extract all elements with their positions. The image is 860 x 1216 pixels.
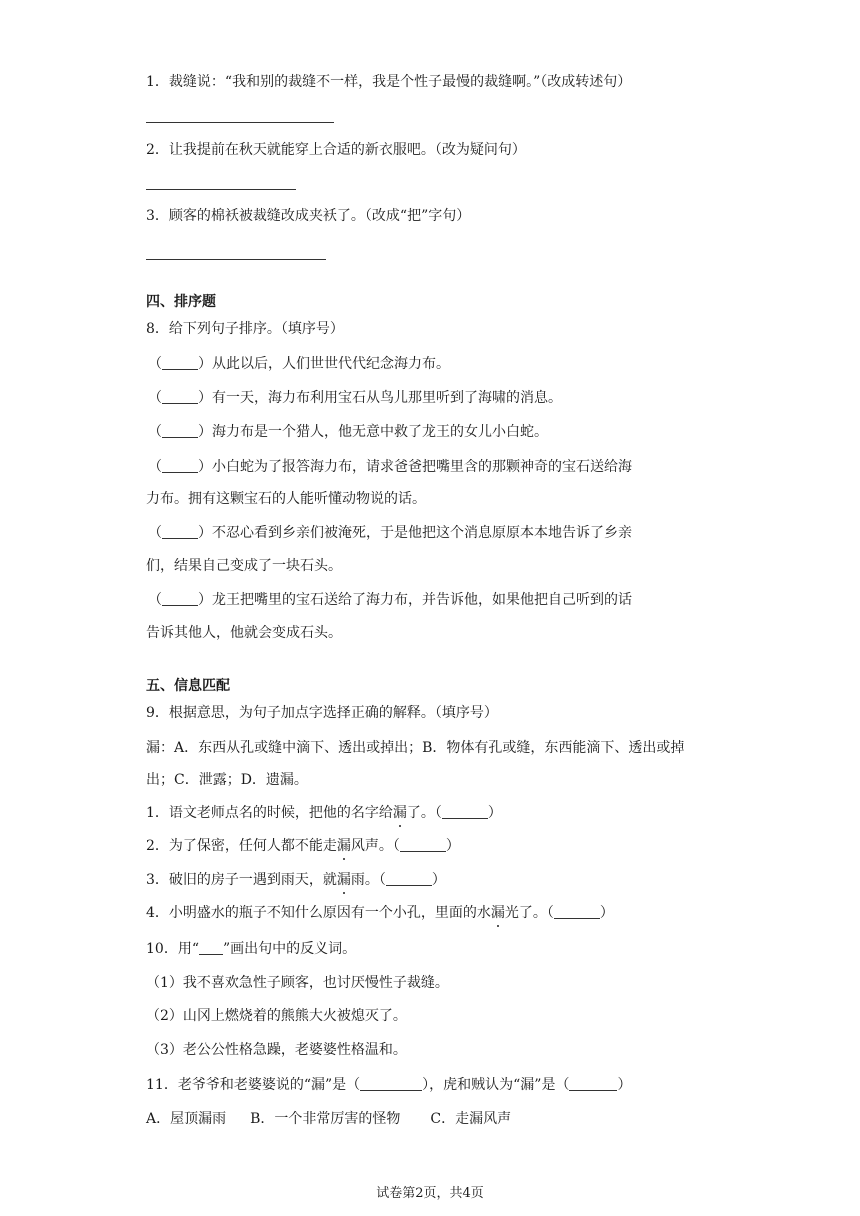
- q9-item-4: 4．小明盛水的瓶子不知什么原因有一个小孔，里面的水漏光了。（ ）: [146, 905, 614, 921]
- q9-blank-1[interactable]: [442, 804, 488, 819]
- sort-blank-5[interactable]: [162, 524, 198, 539]
- q10-item-2: （2）山冈上燃烧着的熊熊大火被熄灭了。: [146, 1008, 407, 1024]
- answer-line-1: [146, 122, 334, 123]
- rewrite-item-1: 1．裁缝说：“我和别的裁缝不一样，我是个性子最慢的裁缝啊。”（改成转述句）: [146, 74, 632, 90]
- definition-line-1: 漏：A．东西从孔或缝中滴下、透出或掉出；B．物体有孔或缝，东西能滴下、透出或掉: [146, 740, 685, 756]
- sort-blank-6[interactable]: [162, 591, 198, 606]
- q9-item-1: 1．语文老师点名的时候，把他的名字给漏了。（ ）: [146, 805, 502, 821]
- sort-item-3: （ ）海力布是一个猎人，他无意中救了龙王的女儿小白蛇。: [148, 424, 548, 440]
- q9-blank-3[interactable]: [386, 871, 432, 886]
- sort-item-2: （ ）有一天，海力布利用宝石从鸟儿那里听到了海啸的消息。: [148, 390, 562, 406]
- answer-line-2: [146, 189, 296, 190]
- sort-item-4: （ ）小白蛇为了报答海力布，请求爸爸把嘴里含的那颗神奇的宝石送给海: [148, 459, 632, 475]
- q11-option-a: A．屋顶漏雨: [146, 1111, 227, 1127]
- dotted-char: 漏: [336, 872, 351, 888]
- q9-blank-2[interactable]: [400, 837, 446, 852]
- sort-blank-2[interactable]: [162, 389, 198, 404]
- q9-item-3: 3．破旧的房子一遇到雨天，就漏雨。（ ）: [146, 872, 446, 888]
- question-11: 11．老爷爷和老婆婆说的“漏”是（ ），虎和贼认为“漏”是（ ）: [146, 1077, 632, 1093]
- q9-blank-4[interactable]: [554, 904, 600, 919]
- question-8: 8．给下列句子排序。（填序号）: [146, 321, 344, 337]
- sort-blank-1[interactable]: [162, 355, 198, 370]
- q9-item-2: 2．为了保密，任何人都不能走漏风声。（ ）: [146, 838, 460, 854]
- question-10: 10．用“ ”画出句中的反义词。: [146, 941, 357, 957]
- q11-option-c: C．走漏风声: [430, 1111, 512, 1127]
- sort-item-1: （ ）从此以后，人们世世代代纪念海力布。: [148, 356, 450, 372]
- q11-options: [146, 1109, 511, 1129]
- sort-item-4-cont: 力布。拥有这颗宝石的人能听懂动物说的话。: [146, 491, 426, 507]
- q10-item-3: （3）老公公性格急躁，老婆婆性格温和。: [146, 1042, 407, 1058]
- definition-line-2: 出；C．泄露；D．遗漏。: [146, 772, 308, 788]
- dotted-char: 漏: [490, 905, 505, 921]
- question-9: 9．根据意思，为句子加点字选择正确的解释。（填序号）: [146, 705, 498, 721]
- q10-item-1: （1）我不喜欢急性子顾客，也讨厌慢性子裁缝。: [146, 975, 449, 991]
- section-heading-matching: 五、信息匹配: [146, 678, 230, 694]
- sort-item-6: （ ）龙王把嘴里的宝石送给了海力布，并告诉他，如果他把自己听到的话: [148, 592, 632, 608]
- rewrite-item-3: 3．顾客的棉袄被裁缝改成夹袄了。（改成“把”字句）: [146, 208, 471, 224]
- answer-line-3: [146, 259, 326, 260]
- q11-blank-1[interactable]: [360, 1076, 422, 1091]
- q11-option-b: B．一个非常厉害的怪物: [250, 1111, 401, 1127]
- dotted-char: 漏: [392, 805, 407, 821]
- section-heading-sorting: 四、排序题: [146, 294, 216, 310]
- sort-blank-4[interactable]: [162, 458, 198, 473]
- sort-blank-3[interactable]: [162, 423, 198, 438]
- rewrite-item-2: 2．让我提前在秋天就能穿上合适的新衣服吧。（改为疑问句）: [146, 142, 526, 158]
- sort-item-5: （ ）不忍心看到乡亲们被淹死，于是他把这个消息原原本本地告诉了乡亲: [148, 525, 632, 541]
- underline-sample: [199, 940, 223, 955]
- dotted-char: 漏: [336, 838, 351, 854]
- q11-blank-2[interactable]: [569, 1076, 617, 1091]
- sort-item-5-cont: 们，结果自己变成了一块石头。: [146, 558, 342, 574]
- page-footer: 试卷第2页，共4页: [376, 1186, 484, 1201]
- sort-item-6-cont: 告诉其他人，他就会变成石头。: [146, 625, 342, 641]
